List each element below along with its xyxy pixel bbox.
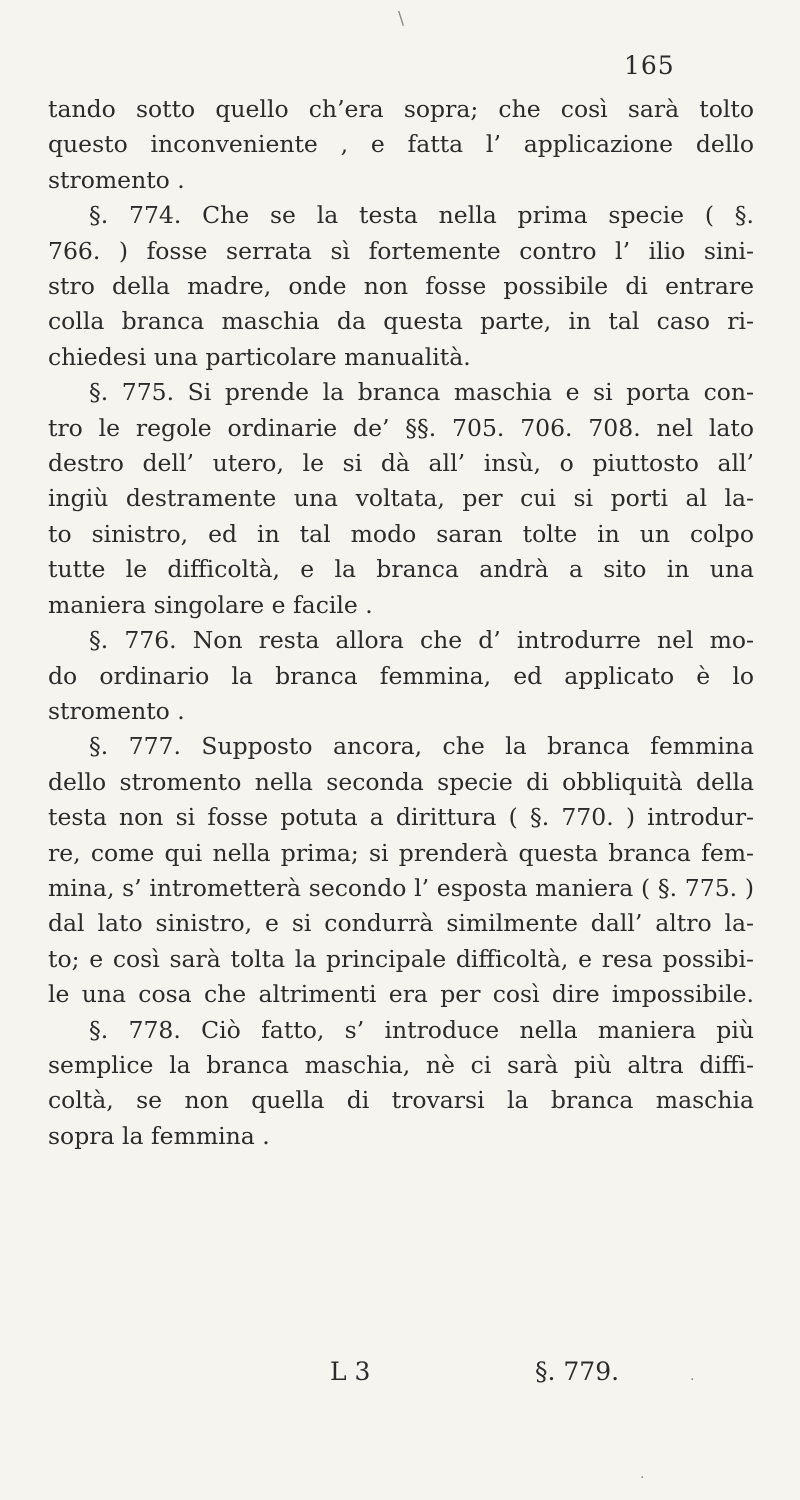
page-number: 165: [624, 51, 675, 80]
text-line: maniera singolare e facile .: [48, 590, 373, 619]
text-line: tro le regole ordinarie de’ §§. 705. 706. 708. nel lato: [48, 413, 754, 442]
text-line: to; e così sarà tolta la principale difficoltà, e resa possibi-: [48, 944, 754, 973]
text-line: chiedesi una particolare manualità.: [48, 342, 471, 371]
body-text: [48, 92, 754, 1154]
text-line: to sinistro, ed in tal modo saran tolte in un colpo: [48, 519, 754, 548]
text-line: coltà, se non quella di trovarsi la branca maschia: [48, 1086, 754, 1115]
text-line: destro dell’ utero, le si dà all’ insù, o piuttosto all’: [48, 449, 754, 478]
text-line: sopra la femmina .: [48, 1121, 270, 1150]
text-line: testa non si fosse potuta a dirittura ( §. 770. ) introdur-: [48, 803, 754, 832]
text-line: tando sotto quello ch’era sopra; che così sarà tolto: [48, 95, 754, 123]
text-line: §. 774. Che se la testa nella prima specie ( §.: [89, 201, 754, 230]
text-line: stromento .: [48, 696, 185, 725]
text-line: dal lato sinistro, e si condurrà similmente dall’ altro la-: [48, 909, 754, 938]
text-line: §. 778. Ciò fatto, s’ introduce nella maniera più: [89, 1015, 754, 1044]
text-line: §. 777. Supposto ancora, che la branca femmina: [89, 732, 754, 761]
text-line: le una cosa che altrimenti era per così dire impossibile.: [48, 980, 754, 1009]
text-line: questo inconveniente , e fatta l’ applicazione dello: [48, 130, 754, 159]
text-line: semplice la branca maschia, nè ci sarà più altra diffi-: [48, 1050, 754, 1079]
text-line: colla branca maschia da questa parte, in tal caso ri-: [48, 307, 754, 336]
text-line: mina, s’ intrometterà secondo l’ esposta maniera ( §. 775. ): [48, 873, 754, 902]
stray-dot: ·: [690, 1372, 695, 1388]
text-line: §. 776. Non resta allora che d’ introdurre nel mo-: [89, 626, 754, 655]
text-line: stro della madre, onde non fosse possibile di entrare: [48, 272, 754, 301]
text-line: stromento .: [48, 165, 185, 194]
text-line: §. 775. Si prende la branca maschia e si porta con-: [89, 378, 754, 407]
catchword: §. 779.: [535, 1357, 620, 1386]
text-line: 766. ) fosse serrata sì fortemente contro l’ ilio sini-: [48, 236, 754, 265]
text-line: re, come qui nella prima; si prenderà questa branca fem-: [48, 838, 754, 867]
text-line: do ordinario la branca femmina, ed applicato è lo: [48, 661, 754, 690]
text-line: ingiù destramente una voltata, per cui si porti al la-: [48, 484, 754, 513]
stray-mark: \: [398, 8, 405, 29]
signature-mark: L 3: [330, 1357, 371, 1386]
page-footer: [0, 1357, 800, 1397]
text-line: dello stromento nella seconda specie di obbliquità della: [48, 767, 754, 796]
stray-mark: .: [640, 1466, 645, 1482]
text-line: tutte le difficoltà, e la branca andrà a sito in una: [48, 555, 754, 584]
